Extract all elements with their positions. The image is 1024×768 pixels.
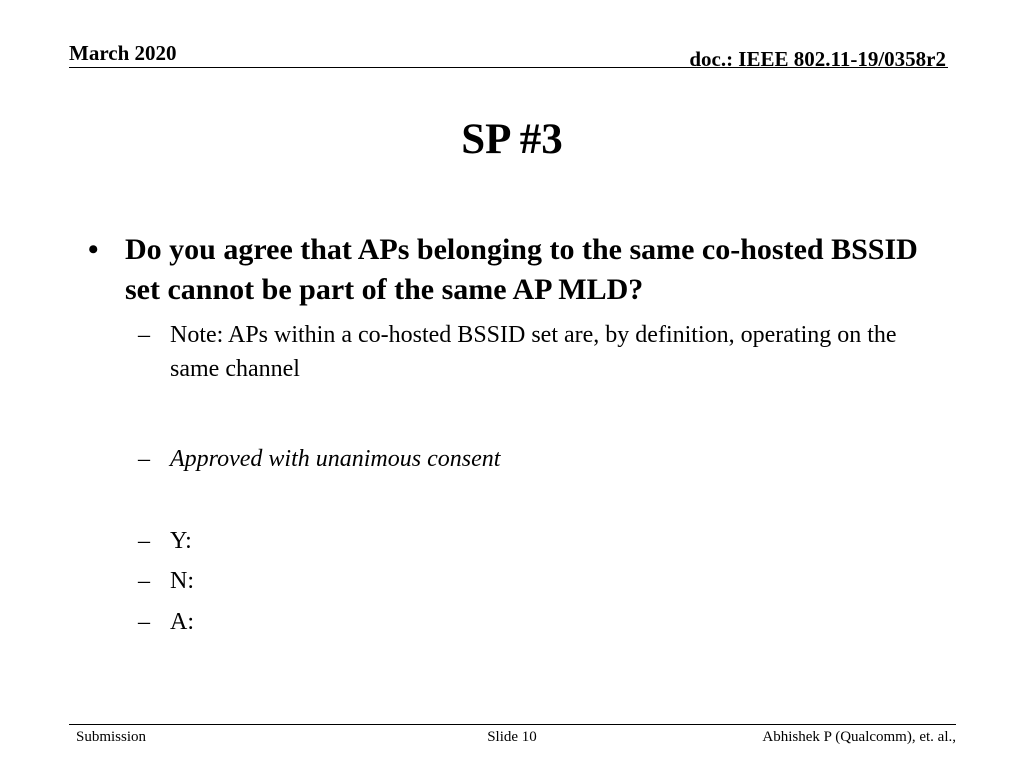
sub-item-note: Note: APs within a co-hosted BSSID set are, by definition, operating on the same channel [170, 322, 897, 382]
bullet-marker: • [88, 233, 99, 266]
footer-submission: Submission [76, 729, 147, 745]
sub-item-abstain-count: A: [170, 609, 194, 635]
footer-author: Abhishek P (Qualcomm), et. al., [762, 729, 956, 745]
slide-title: SP #3 [461, 116, 563, 163]
sub-item-no-count: N: [170, 568, 194, 594]
header-divider [69, 67, 948, 68]
header-doc-id: doc.: IEEE 802.11-19/0358r2 [689, 47, 946, 71]
sub-item-marker: – [138, 568, 150, 594]
sub-item-yes-count: Y: [170, 528, 192, 554]
footer-divider [69, 724, 956, 725]
sub-item-marker: – [138, 446, 150, 472]
sub-item-marker: – [138, 322, 150, 348]
sub-item-marker: – [138, 609, 150, 635]
header-date: March 2020 [69, 41, 177, 65]
sub-item-marker: – [138, 528, 150, 554]
sub-item-result: Approved with unanimous consent [170, 446, 501, 472]
footer-slide-number: Slide 10 [487, 729, 537, 745]
bullet-question: Do you agree that APs belonging to the same co-hosted BSSID set cannot be part of the same AP MLD? [125, 233, 918, 306]
